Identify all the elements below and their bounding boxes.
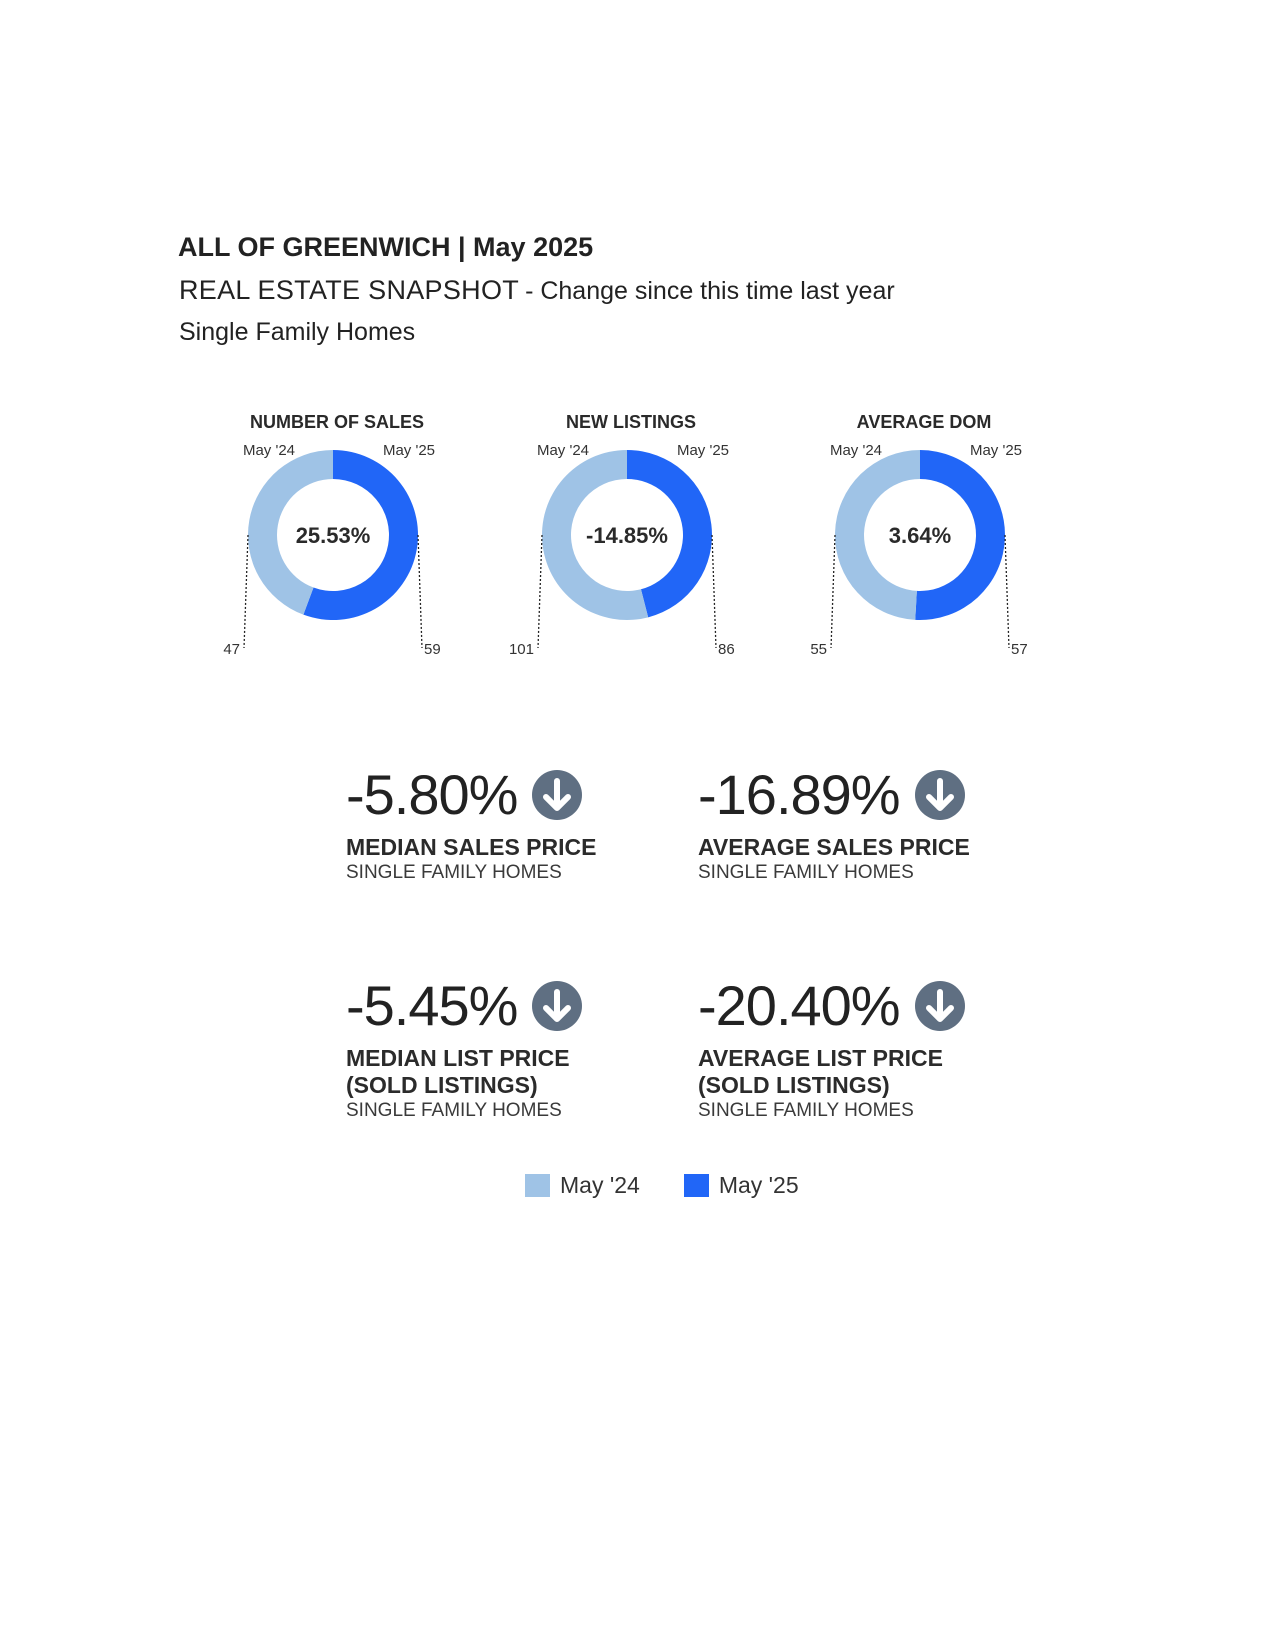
stat-label: MEDIAN SALES PRICE [346,834,597,860]
leader-line-may25 [418,535,422,648]
stat-average-sales-price [698,764,970,885]
leader-line-may25 [1005,535,1009,648]
stat-label: AVERAGE SALES PRICE [698,834,970,860]
arrow-down-circle-icon [531,769,583,821]
stat-median-list-price [346,975,583,1123]
donut-value-may25: 59 [424,641,441,658]
property-category: Single Family Homes [179,318,416,346]
legend-swatch [525,1174,550,1197]
leader-line-may24 [831,535,835,648]
legend-label: May '25 [718,1172,799,1198]
donut-charts [0,0,1275,700]
stat-sublabel: SINGLE FAMILY HOMES [698,1100,914,1121]
donut-value-may24: 55 [810,641,827,658]
arrow-down-circle-icon [914,980,966,1032]
arrow-down-circle-icon [914,769,966,821]
donut-title: AVERAGE DOM [856,412,992,432]
subtitle-main: REAL ESTATE SNAPSHOT [179,275,520,305]
stat-average-list-price [698,975,966,1123]
stat-value: -16.89% [698,763,900,826]
legend-swatch [684,1174,709,1197]
leader-line-may24 [538,535,542,648]
leader-line-may25 [712,535,716,648]
donut-value-may24: 101 [508,641,534,658]
leader-line-may24 [244,535,248,648]
donut-value-may24: 47 [223,641,240,658]
legend-item-may24 [525,1172,640,1199]
stat-label: MEDIAN LIST PRICE [346,1045,570,1071]
donut-period-label-may25: May '25 [676,442,730,459]
donut-center-value: 3.64% [888,523,952,548]
stat-value: -5.80% [346,763,518,826]
page-title: ALL OF GREENWICH | May 2025 [178,232,594,262]
donut-center-value: -14.85% [586,523,668,548]
donut-center-value: 25.53% [295,523,371,548]
donut-period-label-may25: May '25 [382,442,436,459]
donut-period-label-may24: May '24 [242,442,296,459]
stat-sublabel: SINGLE FAMILY HOMES [698,862,914,883]
legend-item-may25 [684,1172,799,1199]
donut-title: NUMBER OF SALES [249,412,425,432]
stat-value: -20.40% [698,974,900,1037]
stat-label-line2: (SOLD LISTINGS) [346,1072,538,1098]
donut-period-label-may24: May '24 [829,442,883,459]
donut-value-may25: 86 [718,641,735,658]
stat-sublabel: SINGLE FAMILY HOMES [346,1100,562,1121]
arrow-down-circle-icon [531,980,583,1032]
subtitle-change: - Change since this time last year [525,277,895,305]
donut-value-may25: 57 [1011,641,1028,658]
stat-label-line2: (SOLD LISTINGS) [698,1072,890,1098]
donut-title: NEW LISTINGS [566,412,696,432]
legend [525,1172,843,1199]
donut-period-label-may25: May '25 [969,442,1023,459]
stat-sublabel: SINGLE FAMILY HOMES [346,862,562,883]
stat-value: -5.45% [346,974,518,1037]
legend-label: May '24 [560,1172,640,1198]
donut-period-label-may24: May '24 [536,442,590,459]
stat-median-sales-price [346,764,596,885]
stat-label: AVERAGE LIST PRICE [698,1045,943,1071]
